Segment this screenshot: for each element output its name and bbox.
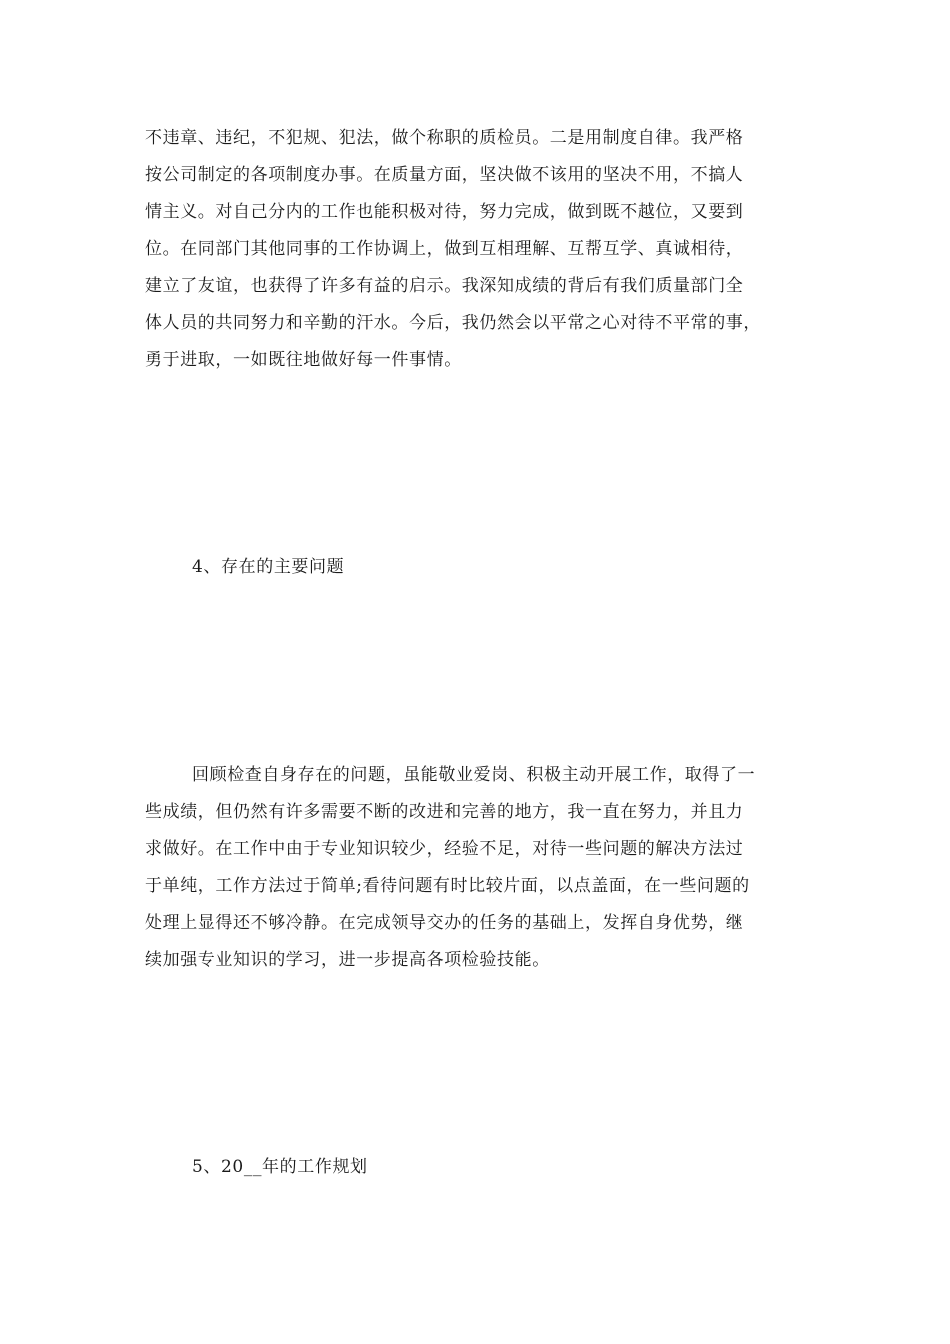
section-heading-work-plan: 5、20__年的工作规划 [192,1157,368,1177]
paragraph-line: 体人员的共同努力和辛勤的汗水。今后，我仍然会以平常之心对待不平常的事， [145,313,761,333]
paragraph-line: 勇于进取，一如既往地做好每一件事情。 [145,350,462,370]
section-heading-main-problems: 4、存在的主要问题 [192,557,345,577]
paragraph-line: 情主义。对自己分内的工作也能积极对待，努力完成，做到既不越位，又要到 [145,202,744,222]
paragraph-line: 处理上显得还不够冷静。在完成领导交办的任务的基础上，发挥自身优势，继 [145,913,744,933]
paragraph-line: 不违章、违纪，不犯规、犯法，做个称职的质检员。二是用制度自律。我严格 [145,128,744,148]
paragraph-line: 求做好。在工作中由于专业知识较少，经验不足，对待一些问题的解决方法过 [145,839,744,859]
paragraph-self-review [145,757,807,979]
paragraph-line: 续加强专业知识的学习，进一步提高各项检验技能。 [145,950,550,970]
paragraph-line: 些成绩，但仍然有许多需要不断的改进和完善的地方，我一直在努力，并且力 [145,802,744,822]
paragraph-line: 建立了友谊，也获得了许多有益的启示。我深知成绩的背后有我们质量部门全 [145,276,744,296]
paragraph-quality-discipline [145,120,807,379]
paragraph-line: 位。在同部门其他同事的工作协调上，做到互相理解、互帮互学、真诚相待， [145,239,744,259]
paragraph-line: 回顾检查自身存在的问题，虽能敬业爱岗、积极主动开展工作，取得了一 [192,765,756,785]
paragraph-line: 于单纯，工作方法过于简单;看待问题有时比较片面，以点盖面，在一些问题的 [145,876,750,896]
paragraph-line: 按公司制定的各项制度办事。在质量方面，坚决做不该用的坚决不用，不搞人 [145,165,744,185]
